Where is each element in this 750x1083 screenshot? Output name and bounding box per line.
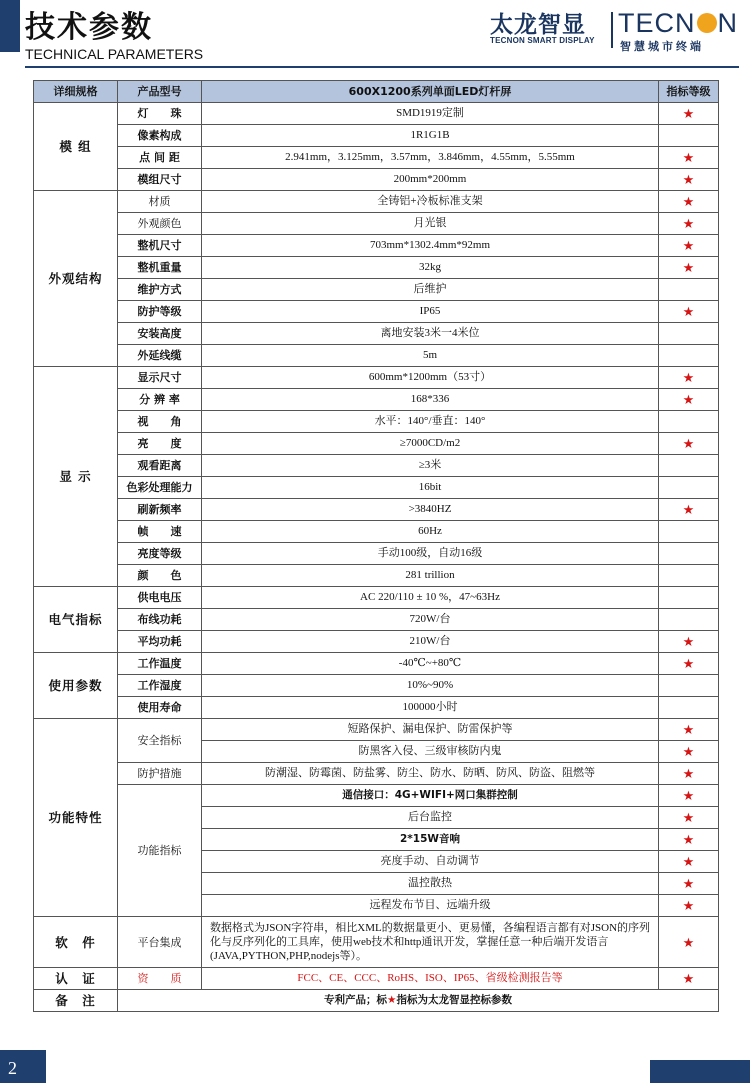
item-cell: 平均功耗 bbox=[118, 631, 202, 653]
value-cell: 16bit bbox=[202, 477, 659, 499]
grade-cell-empty bbox=[659, 345, 719, 367]
item-cell: 平台集成 bbox=[118, 917, 202, 968]
grade-cell-empty bbox=[659, 477, 719, 499]
item-cell: 色彩处理能力 bbox=[118, 477, 202, 499]
note-text-after: 指标为太龙智显控标参数 bbox=[396, 994, 512, 1006]
star-icon: ★ bbox=[387, 994, 397, 1006]
brand-name-cn: 太龙智显 bbox=[490, 12, 586, 38]
item-cell: 观看距离 bbox=[118, 455, 202, 477]
item-cell: 颜 色 bbox=[118, 565, 202, 587]
value-cell: 2*15W音响 bbox=[202, 829, 659, 851]
brand-logo bbox=[490, 6, 738, 54]
page-subtitle: TECHNICAL PARAMETERS bbox=[25, 46, 204, 62]
item-cell: 外观颜色 bbox=[118, 213, 202, 235]
table-row bbox=[34, 631, 719, 653]
item-cell: 维护方式 bbox=[118, 279, 202, 301]
table-row bbox=[34, 719, 719, 741]
table-row bbox=[34, 103, 719, 125]
value-cell: 后台监控 bbox=[202, 807, 659, 829]
item-cell: 亮 度 bbox=[118, 433, 202, 455]
brand-en-left: TEC bbox=[618, 8, 675, 38]
grade-cell-empty bbox=[659, 279, 719, 301]
value-cell: 亮度手动、自动调节 bbox=[202, 851, 659, 873]
table-row bbox=[34, 323, 719, 345]
value-cell: 5m bbox=[202, 345, 659, 367]
value-cell: 210W/台 bbox=[202, 631, 659, 653]
item-cell: 安装高度 bbox=[118, 323, 202, 345]
item-cell: 使用寿命 bbox=[118, 697, 202, 719]
table-row bbox=[34, 345, 719, 367]
value-cell: 手动100级，自动16级 bbox=[202, 543, 659, 565]
table-row bbox=[34, 587, 719, 609]
column-header-grade: 指标等级 bbox=[659, 81, 719, 103]
grade-cell-empty bbox=[659, 323, 719, 345]
item-cell: 整机尺寸 bbox=[118, 235, 202, 257]
value-cell: 数据格式为JSON字符串，相比XML的数据量更小、更易懂，各编程语言都有对JSON的序列化与反序列化的工具库，使用web技术和http通讯开发，掌握任意一种后端开发语言(JAVA,PYTHON,PHP,nodejs等）。 bbox=[202, 917, 659, 968]
column-header-product: 600X1200系列单面LED灯杆屏 bbox=[202, 81, 659, 103]
grade-star-icon: ★ bbox=[659, 873, 719, 895]
table-row bbox=[34, 990, 719, 1012]
table-row bbox=[34, 917, 719, 968]
item-cell: 工作温度 bbox=[118, 653, 202, 675]
value-cell: 通信接口：4G+WIFI+网口集群控制 bbox=[202, 785, 659, 807]
item-cell: 刷新频率 bbox=[118, 499, 202, 521]
category-cell: 软 件 bbox=[34, 917, 118, 968]
item-cell: 模组尺寸 bbox=[118, 169, 202, 191]
table-row bbox=[34, 169, 719, 191]
value-cell: SMD1919定制 bbox=[202, 103, 659, 125]
brand-en-last: N bbox=[717, 8, 738, 38]
grade-star-icon: ★ bbox=[659, 235, 719, 257]
category-cell: 使用参数 bbox=[34, 653, 118, 719]
grade-cell-empty bbox=[659, 125, 719, 147]
table-row bbox=[34, 257, 719, 279]
table-row bbox=[34, 455, 719, 477]
item-cell: 像素构成 bbox=[118, 125, 202, 147]
value-cell: 168*336 bbox=[202, 389, 659, 411]
value-cell: 1R1G1B bbox=[202, 125, 659, 147]
item-cell: 点 间 距 bbox=[118, 147, 202, 169]
value-cell: 100000小时 bbox=[202, 697, 659, 719]
value-cell: 32kg bbox=[202, 257, 659, 279]
value-cell: 703mm*1302.4mm*92mm bbox=[202, 235, 659, 257]
grade-star-icon: ★ bbox=[659, 763, 719, 785]
spec-table-body bbox=[34, 103, 719, 719]
grade-star-icon: ★ bbox=[659, 851, 719, 873]
item-cell: 布线功耗 bbox=[118, 609, 202, 631]
table-row bbox=[34, 213, 719, 235]
grade-star-icon: ★ bbox=[659, 389, 719, 411]
table-row bbox=[34, 565, 719, 587]
value-cell: 600mm*1200mm（53寸） bbox=[202, 367, 659, 389]
item-cell: 帧 速 bbox=[118, 521, 202, 543]
grade-star-icon: ★ bbox=[659, 367, 719, 389]
value-cell: ≥7000CD/m2 bbox=[202, 433, 659, 455]
grade-star-icon: ★ bbox=[659, 191, 719, 213]
value-cell: 离地安装3米一4米位 bbox=[202, 323, 659, 345]
grade-star-icon: ★ bbox=[659, 785, 719, 807]
grade-star-icon: ★ bbox=[659, 301, 719, 323]
grade-cell-empty bbox=[659, 521, 719, 543]
item-cell: 功能指标 bbox=[118, 785, 202, 917]
item-cell: 安全指标 bbox=[118, 719, 202, 763]
grade-star-icon: ★ bbox=[659, 807, 719, 829]
brand-divider bbox=[611, 12, 613, 48]
category-cell: 电气指标 bbox=[34, 587, 118, 653]
page-number: 2 bbox=[8, 1058, 17, 1078]
item-cell: 显示尺寸 bbox=[118, 367, 202, 389]
table-row bbox=[34, 389, 719, 411]
spec-table bbox=[33, 80, 719, 1012]
grade-cell-empty bbox=[659, 411, 719, 433]
value-cell: AC 220/110 ± 10 %，47~63Hz bbox=[202, 587, 659, 609]
item-cell: 材质 bbox=[118, 191, 202, 213]
table-row bbox=[34, 653, 719, 675]
table-row bbox=[34, 191, 719, 213]
grade-star-icon: ★ bbox=[659, 433, 719, 455]
table-row bbox=[34, 477, 719, 499]
value-cell: 全铸铝+冷板标准支架 bbox=[202, 191, 659, 213]
value-cell: 200mm*200mm bbox=[202, 169, 659, 191]
grade-star-icon: ★ bbox=[659, 257, 719, 279]
brand-name-en-small: TECNON SMART DISPLAY bbox=[490, 36, 595, 45]
value-cell: 远程发布节目、远端升级 bbox=[202, 895, 659, 917]
grade-star-icon: ★ bbox=[659, 631, 719, 653]
value-cell: 720W/台 bbox=[202, 609, 659, 631]
category-cell: 外观结构 bbox=[34, 191, 118, 367]
value-cell: 温控散热 bbox=[202, 873, 659, 895]
category-cell: 模 组 bbox=[34, 103, 118, 191]
grade-star-icon: ★ bbox=[659, 169, 719, 191]
grade-star-icon: ★ bbox=[659, 741, 719, 763]
grade-cell-empty bbox=[659, 697, 719, 719]
grade-star-icon: ★ bbox=[659, 968, 719, 990]
item-cell: 防护等级 bbox=[118, 301, 202, 323]
value-cell: 水平：140°/垂直：140° bbox=[202, 411, 659, 433]
value-cell: 后维护 bbox=[202, 279, 659, 301]
value-cell: -40℃~+80℃ bbox=[202, 653, 659, 675]
grade-cell-empty bbox=[659, 675, 719, 697]
page-number-block bbox=[0, 1050, 46, 1083]
footer-bar bbox=[650, 1060, 750, 1083]
table-row bbox=[34, 521, 719, 543]
item-cell: 亮度等级 bbox=[118, 543, 202, 565]
table-row bbox=[34, 125, 719, 147]
item-cell: 供电电压 bbox=[118, 587, 202, 609]
brand-en-n: N bbox=[675, 8, 696, 38]
value-cell: 防黑客入侵、三级审核防内鬼 bbox=[202, 741, 659, 763]
value-cell: 短路保护、漏电保护、防雷保护等 bbox=[202, 719, 659, 741]
table-row bbox=[34, 301, 719, 323]
spec-table-body-extra bbox=[34, 719, 719, 1012]
table-header-row bbox=[34, 81, 719, 103]
table-row bbox=[34, 763, 719, 785]
category-cell: 功能特性 bbox=[34, 719, 118, 917]
value-cell: 月光银 bbox=[202, 213, 659, 235]
value-cell: IP65 bbox=[202, 301, 659, 323]
grade-star-icon: ★ bbox=[659, 829, 719, 851]
category-cell: 认 证 bbox=[34, 968, 118, 990]
table-row bbox=[34, 785, 719, 807]
title-accent-bar bbox=[0, 0, 20, 52]
value-cell: 防潮湿、防霉菌、防盐雾、防尘、防水、防晒、防风、防盗、阻燃等 bbox=[202, 763, 659, 785]
table-row bbox=[34, 235, 719, 257]
value-cell: 60Hz bbox=[202, 521, 659, 543]
brand-name-en bbox=[618, 8, 738, 39]
grade-star-icon: ★ bbox=[659, 103, 719, 125]
item-cell: 视 角 bbox=[118, 411, 202, 433]
item-cell: 整机重量 bbox=[118, 257, 202, 279]
grade-cell-empty bbox=[659, 543, 719, 565]
category-cell: 显 示 bbox=[34, 367, 118, 587]
table-row bbox=[34, 968, 719, 990]
grade-star-icon: ★ bbox=[659, 719, 719, 741]
grade-cell-empty bbox=[659, 565, 719, 587]
column-header-spec: 详细规格 bbox=[34, 81, 118, 103]
value-cell: FCC、CE、CCC、RoHS、ISO、IP65、省级检测报告等 bbox=[202, 968, 659, 990]
note-cell bbox=[118, 990, 719, 1012]
header-rule bbox=[25, 66, 739, 68]
item-cell: 灯 珠 bbox=[118, 103, 202, 125]
value-cell: 10%~90% bbox=[202, 675, 659, 697]
value-cell: 281 trillion bbox=[202, 565, 659, 587]
table-row bbox=[34, 675, 719, 697]
value-cell: 2.941mm，3.125mm，3.57mm，3.846mm，4.55mm，5.55mm bbox=[202, 147, 659, 169]
table-row bbox=[34, 609, 719, 631]
table-row bbox=[34, 433, 719, 455]
table-row bbox=[34, 147, 719, 169]
grade-star-icon: ★ bbox=[659, 499, 719, 521]
table-row bbox=[34, 279, 719, 301]
table-row bbox=[34, 367, 719, 389]
grade-star-icon: ★ bbox=[659, 147, 719, 169]
grade-cell-empty bbox=[659, 587, 719, 609]
item-cell: 防护措施 bbox=[118, 763, 202, 785]
column-header-model: 产品型号 bbox=[118, 81, 202, 103]
table-row bbox=[34, 411, 719, 433]
item-cell: 外延线缆 bbox=[118, 345, 202, 367]
grade-star-icon: ★ bbox=[659, 917, 719, 968]
table-row bbox=[34, 697, 719, 719]
item-cell: 资 质 bbox=[118, 968, 202, 990]
grade-cell-empty bbox=[659, 609, 719, 631]
brand-slogan: 智慧城市终端 bbox=[620, 40, 704, 53]
category-cell: 备 注 bbox=[34, 990, 118, 1012]
item-cell: 分 辨 率 bbox=[118, 389, 202, 411]
grade-star-icon: ★ bbox=[659, 213, 719, 235]
table-row bbox=[34, 543, 719, 565]
brand-sun-icon bbox=[697, 13, 717, 33]
page-title: 技术参数 bbox=[25, 10, 153, 45]
grade-star-icon: ★ bbox=[659, 895, 719, 917]
value-cell: >3840HZ bbox=[202, 499, 659, 521]
grade-star-icon: ★ bbox=[659, 653, 719, 675]
value-cell: ≥3米 bbox=[202, 455, 659, 477]
note-text-before: 专利产品；标 bbox=[324, 994, 388, 1006]
table-row bbox=[34, 499, 719, 521]
item-cell: 工作湿度 bbox=[118, 675, 202, 697]
grade-cell-empty bbox=[659, 455, 719, 477]
